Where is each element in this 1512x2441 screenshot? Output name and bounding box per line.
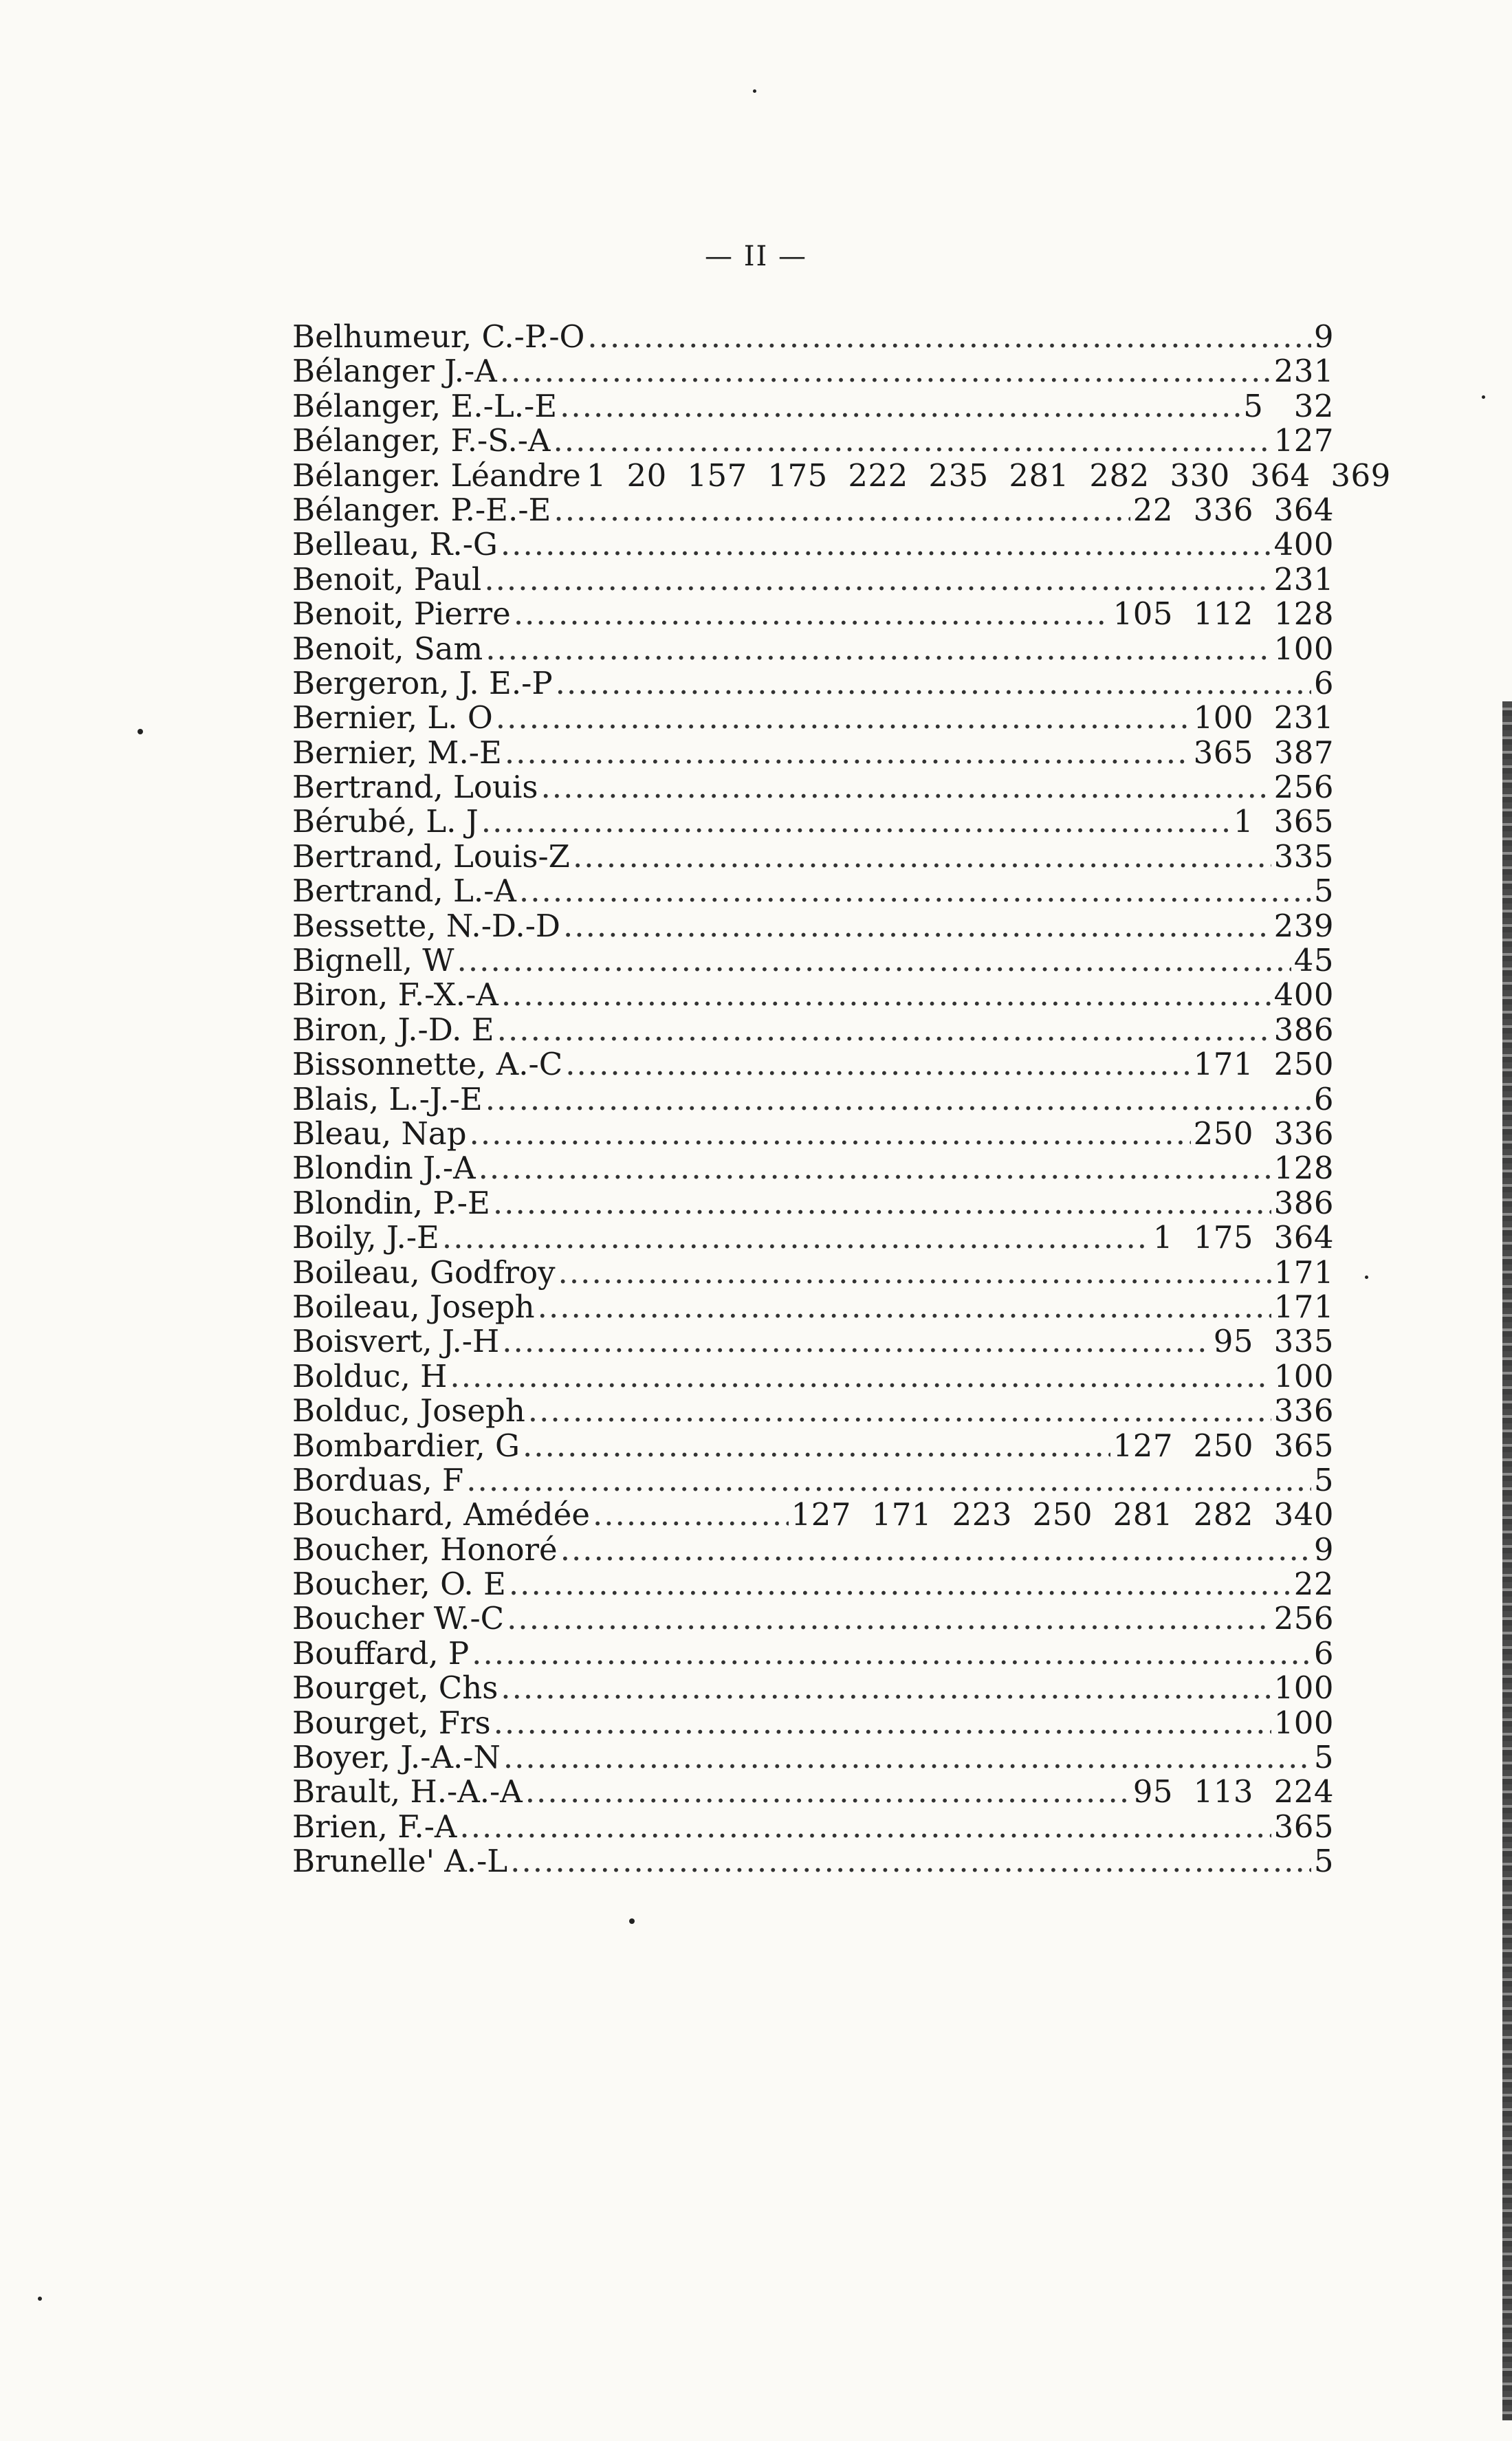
dot-leader [523,1429,1110,1463]
index-entry [292,1775,1334,1809]
scan-speck [138,729,143,734]
entry-name: Bessette, N.-D.-D [292,907,560,944]
entry-name: Bertrand, L.-A [292,873,516,910]
entry-pages: 127 171 223 250 281 282 340 [791,1496,1334,1533]
index-entry [292,1290,1334,1324]
entry-pages: 5 32 [1243,387,1334,424]
index-entry [292,527,1334,562]
index-entry [292,320,1334,354]
entry-pages: 5 [1313,1739,1334,1776]
entry-name: Blondin J.-A [292,1150,476,1187]
entry-pages: 256 [1273,769,1334,806]
dot-leader [501,978,1271,1012]
entry-pages: 22 [1293,1566,1334,1603]
entry-name: Bélanger, E.-L.-E [292,387,558,424]
index-entry [292,1151,1334,1185]
index-entry [292,978,1334,1012]
entry-name: Borduas, F [292,1461,464,1498]
dot-leader [502,1324,1211,1359]
index-entry [292,1013,1334,1047]
dot-leader [470,1117,1191,1151]
index-entry [292,1810,1334,1844]
entry-name: Boucher W.-C [292,1600,505,1637]
entry-name: Bernier, M.-E [292,734,502,771]
index-entry [292,1844,1334,1879]
index-entry [292,457,1391,494]
dot-leader [509,1567,1291,1601]
entry-name: Bérubé, L. J [292,803,479,840]
entry-pages: 105 112 128 [1113,595,1334,633]
entry-name: Bignell, W [292,942,454,979]
entry-name: Biron, F.-X.-A [292,976,498,1014]
dot-leader [481,804,1231,839]
dot-leader [505,736,1191,770]
index-entry [292,840,1334,874]
name-index-list [292,318,1391,1880]
index-entry [292,666,1334,701]
entry-pages: 100 [1273,630,1334,667]
dot-leader [457,943,1291,978]
entry-name: Blais, L.-J.-E [292,1080,483,1117]
entry-name: Bernier, L. O [292,699,493,736]
index-entry [292,1634,1334,1672]
index-entry [292,1394,1334,1428]
entry-name: Bourget, Frs [292,1704,491,1741]
entry-pages: 239 [1273,907,1334,944]
dot-leader [519,874,1311,908]
dot-leader [493,1186,1271,1220]
index-entry [292,1256,1334,1290]
entry-pages: 400 [1273,976,1334,1014]
index-entry [292,424,1334,458]
dot-leader [587,320,1311,354]
index-entry [292,1567,1334,1601]
dot-leader [497,1013,1271,1047]
dot-leader [494,1706,1271,1740]
scan-speck [629,1918,635,1924]
dot-leader [565,1047,1190,1082]
entry-name: Bouchard, Amédée [292,1496,590,1533]
index-entry [292,562,1334,597]
entry-pages: 5 [1313,873,1334,910]
dot-leader [484,562,1271,597]
dot-leader [514,597,1110,631]
index-entry [292,1533,1334,1567]
dot-leader [573,840,1271,874]
index-entry [292,1324,1334,1359]
entry-name: Bertrand, Louis [292,769,538,806]
index-entry [292,1220,1334,1255]
entry-pages: 365 387 [1193,734,1334,771]
entry-pages: 100 [1273,1704,1334,1741]
index-entry [292,943,1334,978]
dot-leader [459,1810,1271,1844]
entry-pages: 335 [1273,838,1334,875]
entry-name: Bombardier, G [292,1427,520,1464]
entry-name: Bissonnette, A.-C [292,1046,563,1083]
entry-name: Boucher, Honoré [292,1531,558,1568]
entry-pages: 5 [1313,1843,1334,1880]
entry-pages: 171 [1273,1288,1334,1325]
index-entry [292,1740,1334,1775]
entry-pages: 400 [1273,526,1334,563]
entry-pages: 127 250 365 [1113,1427,1334,1464]
entry-pages: 250 336 [1193,1115,1334,1152]
entry-pages: 6 [1313,1080,1334,1117]
dot-leader [450,1359,1271,1394]
entry-pages: 1 20 157 175 222 235 281 282 330 364 369 [586,457,1391,494]
dot-leader [560,1533,1311,1567]
index-entry [292,1186,1334,1220]
entry-pages: 231 [1273,353,1334,390]
dot-leader [553,424,1271,458]
entry-name: Brault, H.-A.-A [292,1773,523,1810]
index-entry [292,770,1334,804]
entry-name: Biron, J.-D. E [292,1011,494,1048]
entry-name: Benoit, Sam [292,630,483,667]
entry-name: Benoit, Paul [292,560,482,598]
dot-leader [500,354,1271,388]
dot-leader [563,909,1271,943]
entry-name: Benoit, Pierre [292,595,511,633]
dot-leader [507,1601,1271,1636]
entry-pages: 336 [1273,1392,1334,1430]
entry-pages: 171 250 [1193,1046,1334,1083]
entry-name: Boily, J.-E [292,1219,439,1256]
index-entry [292,1498,1334,1532]
entry-pages: 256 [1273,1600,1334,1637]
dot-leader [485,632,1271,666]
index-entry [292,874,1334,908]
entry-pages: 127 [1273,422,1334,459]
entry-pages: 100 231 [1193,699,1334,736]
dot-leader [540,770,1271,804]
entry-pages: 45 [1293,942,1334,979]
entry-pages: 6 [1313,664,1334,701]
dot-leader [556,666,1311,701]
dot-leader [496,701,1191,735]
index-entry [292,804,1334,839]
page-number: — II — [704,241,808,272]
entry-name: Boyer, J.-A.-N [292,1739,501,1776]
dot-leader [442,1220,1150,1255]
scan-speck [1482,395,1485,399]
entry-name: Bolduc, Joseph [292,1392,525,1430]
dot-leader [525,1775,1130,1809]
index-entry [292,493,1334,527]
entry-pages: 9 [1313,318,1334,355]
index-entry [292,1706,1334,1740]
dot-leader [501,527,1271,562]
dot-leader [554,493,1130,527]
index-entry [292,1359,1334,1394]
entry-pages: 95 335 [1213,1323,1334,1360]
index-entry [292,736,1334,770]
entry-pages: 100 [1273,1670,1334,1707]
scan-edge-shadow [1502,701,1512,2420]
entry-pages: 386 [1273,1184,1334,1221]
index-entry [292,354,1334,388]
entry-pages: 95 113 224 [1132,1773,1334,1810]
entry-name: Boileau, Joseph [292,1288,535,1325]
index-entry [292,1601,1334,1636]
dot-leader [528,1394,1271,1428]
index-entry [292,1429,1334,1463]
dot-leader [479,1151,1271,1185]
dot-leader [472,1637,1311,1671]
index-entry [292,701,1334,735]
entry-name: Boisvert, J.-H [292,1323,500,1360]
dot-leader [538,1290,1271,1324]
index-entry [292,389,1334,424]
entry-name: Brien, F.-A [292,1808,457,1845]
entry-name: Belleau, R.-G [292,526,498,563]
index-entry [292,597,1334,631]
dot-leader [510,1844,1311,1879]
index-entry [292,1047,1334,1082]
entry-name: Belhumeur, C.-P.-O [292,318,585,355]
index-entry [292,1463,1334,1498]
entry-name: Bertrand, Louis-Z [292,838,570,875]
entry-pages: 1 175 364 [1152,1219,1334,1256]
entry-name: Bélanger J.-A [292,353,497,390]
index-entry [292,1671,1334,1705]
entry-pages: 171 [1273,1254,1334,1291]
entry-name: Bergeron, J. E.-P [292,664,553,701]
entry-name: Bouffard, P [292,1634,470,1672]
scan-speck [1365,1276,1368,1279]
entry-name: Blondin, P.-E [292,1184,490,1221]
scan-speck [753,89,756,93]
entry-name: Bourget, Chs [292,1670,498,1707]
entry-pages: 22 336 364 [1132,491,1334,528]
entry-pages: 365 [1273,1808,1334,1845]
dot-leader [558,1256,1271,1290]
index-entry [292,1082,1334,1117]
entry-name: Bélanger. Léandre [292,457,581,494]
dot-leader [485,1082,1311,1117]
entry-pages: 5 [1313,1461,1334,1498]
entry-name: Bolduc, H [292,1357,448,1394]
entry-name: Boucher, O. E [292,1566,506,1603]
entry-name: Bélanger. P.-E.-E [292,491,551,528]
index-entry [292,1117,1334,1151]
entry-pages: 100 [1273,1357,1334,1394]
entry-pages: 9 [1313,1531,1334,1568]
entry-pages: 231 [1273,560,1334,598]
scan-speck [38,2297,42,2301]
entry-pages: 128 [1273,1150,1334,1187]
index-entry [292,909,1334,943]
dot-leader [503,1740,1311,1775]
entry-name: Bleau, Nap [292,1115,467,1152]
entry-name: Bélanger, F.-S.-A [292,422,551,459]
dot-leader [560,389,1240,424]
dot-leader [501,1671,1271,1705]
dot-leader [466,1463,1311,1498]
entry-pages: 6 [1313,1634,1334,1672]
entry-name: Brunelle' A.-L [292,1843,508,1880]
entry-pages: 386 [1273,1011,1334,1048]
entry-pages: 1 365 [1233,803,1334,840]
entry-name: Boileau, Godfroy [292,1254,556,1291]
index-entry [292,632,1334,666]
dot-leader [593,1498,789,1532]
